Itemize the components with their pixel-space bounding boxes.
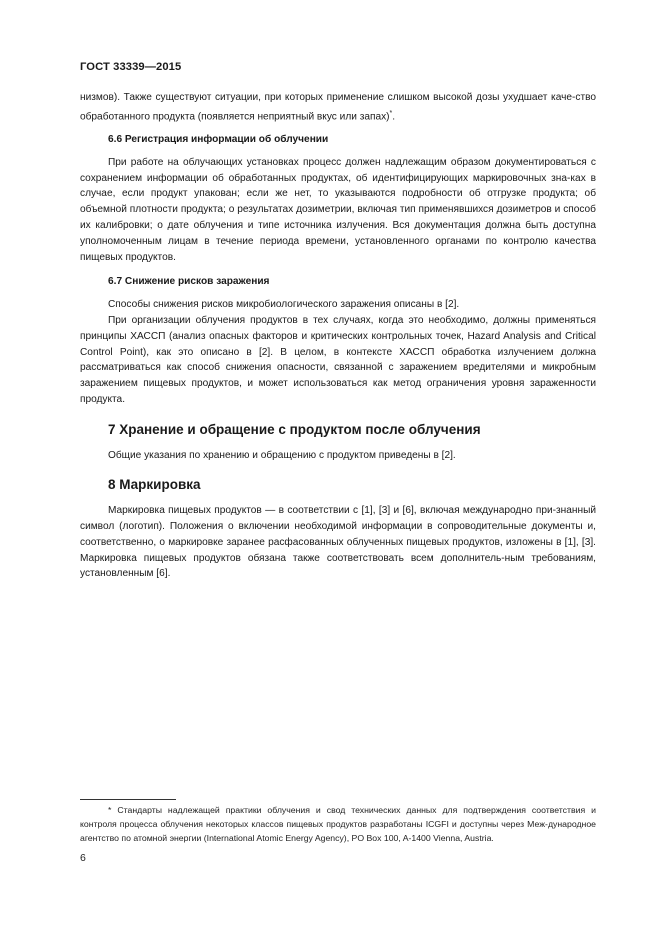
footnote-divider: [80, 799, 176, 800]
paragraph-6-7-1: Способы снижения рисков микробиологического заражения описаны в [2].: [108, 299, 460, 311]
heading-section-8: 8 Маркировка: [108, 477, 201, 493]
intro-text: низмов). Также существуют ситуации, при которых применение слишком высокой дозы ухудшает каче-ство обработанного продукта (появляется неприятный вкус или запах): [80, 92, 596, 123]
document-body: [80, 90, 596, 582]
page-number: 6: [80, 852, 86, 864]
footnote-mark: *: [108, 805, 112, 815]
footnote: [80, 803, 596, 846]
paragraph-section-8: Маркировка пищевых продуктов — в соответствии с [1], [3] и [6], включая международно при-знанный символ (логотип). Положения о включении необходимой информации в сопроводительные документы и, соответственно, о маркировке заранее расфасованных облученных пищевых продуктов, изложены в [1], [3]. Маркировка пищевых продуктов обязана также соответствовать всем дополнитель-ным требованиям, установленным [6].: [80, 505, 596, 580]
intro-paragraph: [80, 90, 596, 125]
heading-section-7: 7 Хранение и обращение с продуктом после облучения: [108, 421, 481, 437]
document-header: ГОСТ 33339—2015: [80, 61, 182, 73]
footnote-reference: *: [389, 109, 393, 117]
intro-tail: .: [392, 111, 396, 123]
heading-6-7: 6.7 Снижение рисков заражения: [108, 276, 270, 288]
paragraph-6-7-2: При организации облучения продуктов в тех случаях, когда это необходимо, должны применяться принципы ХАССП (анализ опасных факторов и критических контрольных точек, Hazard Analysis and Critical Control Point), как это описано в [2]. В целом, в контексте ХАССП обработка излучением должна рассматриваться как способ снижения опасности, связанной с заражением вредителями и микробным заражением пищевых продуктов, и может использоваться как метод ограничения уровня зараженности продукта.: [80, 314, 596, 405]
paragraph-section-7: Общие указания по хранению и обращению с продуктом приведены в [2].: [108, 449, 456, 461]
heading-6-6: 6.6 Регистрация информации об облучении: [108, 133, 329, 145]
footnote-text: Стандарты надлежащей практики облучения и свод технических данных для подтверждения соответствия и контроля процесса облучения некоторых классов пищевых продуктов разработаны ICGFI и доступны через Меж-дународное агентство по атомной энергии (International Atomic Energy Agency), PO Box 100, A-1400 Vienna, Austria.: [80, 805, 596, 844]
paragraph-6-6: При работе на облучающих установках процесс должен надлежащим образом документироваться с сохранением информации об обработанных продуктах, об идентифицирующих маркировочных зна-ках в случае, если продукт упакован; если же нет, то указываются подробности об отгрузке продукта; об объемной плотности продукта; о результатах дозиметрии, включая тип применявшихся дозиметров и способ их калибровки; о дате облучения и типе источника излучения. Вся документация должна быть доступна уполномоченным лицам в течение периода времени, установленного органами по контролю качества пищевых продуктов.: [80, 156, 596, 263]
